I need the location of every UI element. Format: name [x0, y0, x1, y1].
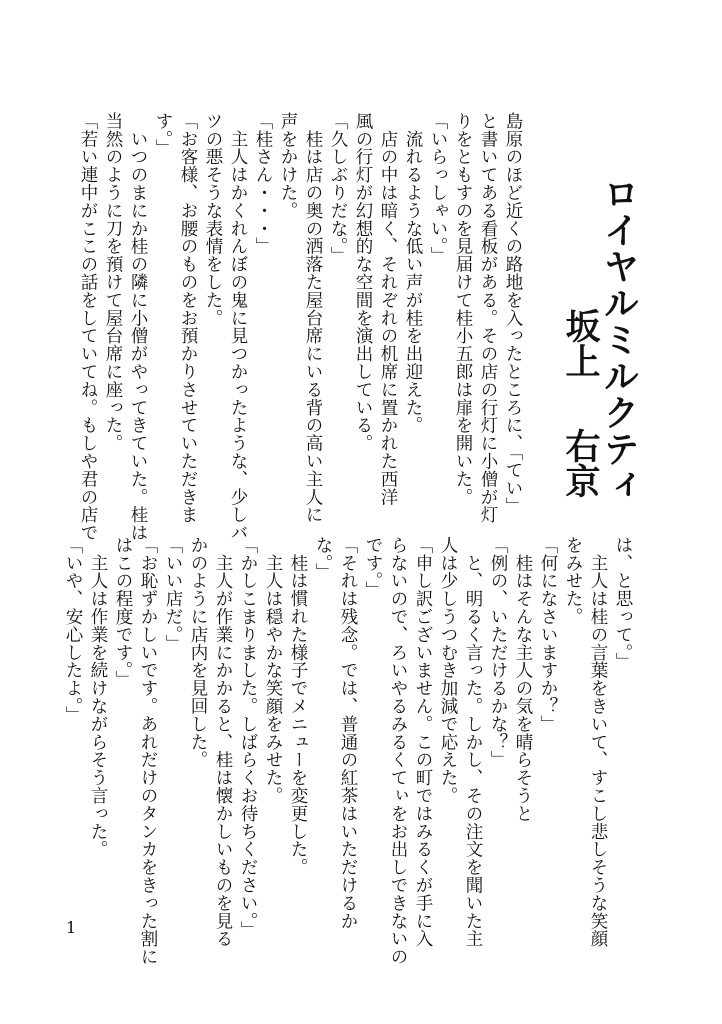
text-line: 「久しぶりだな。」 — [328, 112, 348, 265]
story-title: ロイヤルミルクティ — [598, 175, 639, 504]
author-name — [560, 308, 600, 498]
text-line: 風の行灯が幻想的な空間を演出している。 — [353, 112, 373, 453]
text-line: です。」 — [363, 536, 383, 599]
text-line: はこの程度です。」 — [113, 536, 133, 689]
text-line: 「それは残念。では、普通の紅茶はいただけるか — [338, 536, 358, 930]
text-line: は、と思って。」 — [613, 536, 633, 671]
text-line: 桂はそんな主人の気を晴らそうと — [513, 536, 533, 823]
author-surname: 坂上 — [560, 308, 600, 378]
text-line: 「いや、安心したよ。」 — [63, 536, 83, 725]
text-line: 桂は慣れた様子でメニューを変更した。 — [288, 536, 308, 877]
text-line: りをともすのを見届けて桂小五郎は扉を開いた。 — [453, 112, 473, 506]
text-line: 「かしこまりました。しばらくお待ちください。」 — [238, 536, 258, 939]
text-line: 「いい店だ。」 — [163, 536, 183, 653]
text-line: 人は少しうつむき加減で応えた。 — [438, 536, 458, 805]
text-line: をみせた。 — [563, 536, 583, 626]
text-line: 主人は穏やかな笑顔をみせた。 — [263, 536, 283, 805]
text-line: 「何になさいますか？」 — [538, 536, 558, 733]
text-line: と書いてある看板がある。その店の行灯に小僧が灯 — [478, 112, 498, 524]
page-number: 1 — [66, 918, 77, 937]
text-line: 当然のように刀を預けて屋台席に座った。 — [103, 112, 123, 453]
text-block-upper — [78, 112, 525, 542]
text-line: 主人は桂の言葉をきいて、すこし悲しそうな笑顔 — [588, 536, 608, 948]
text-block-lower — [63, 536, 635, 966]
text-line: 「お客様、お腰のものをお預かりさせていただきま — [178, 112, 198, 524]
text-line: 声をかけた。 — [278, 112, 298, 220]
text-line: 「お恥ずかしいです。あれだけのタンカをきった割に — [138, 536, 158, 966]
text-line: 主人はかくれんぼの鬼に見つかったような、少しバ — [228, 112, 248, 542]
text-line: と、明るく言った。しかし、その注文を聞いた主 — [463, 536, 483, 948]
text-line: かのように店内を見回した。 — [188, 536, 208, 769]
text-line: ツの悪そうな表情をした。 — [203, 112, 223, 327]
author-given-name: 右京 — [560, 428, 600, 498]
text-line: 主人が作業にかかると、桂は懐かしいものを見る — [213, 536, 233, 948]
text-line: 「申し訳ございません。この町ではみるくが手に入 — [413, 536, 433, 948]
text-line: 主人は作業を続けながらそう言った。 — [88, 536, 108, 859]
text-line: らないので、ろいやるみるくてぃをお出しできないの — [388, 536, 408, 966]
text-line: 「いらっしゃい。」 — [428, 112, 448, 265]
text-line: 「桂さん・・・」 — [253, 112, 273, 256]
text-line: 「若い連中がここの話をしていてね。もしや君の店で — [78, 112, 98, 542]
text-line: 桂は店の奥の洒落た屋台席にいる背の高い主人に — [303, 112, 323, 524]
text-line: 島原のほど近くの路地を入ったところに、「てい」 — [503, 112, 523, 515]
text-line: 流れるような低い声が桂を出迎えた。 — [403, 112, 423, 435]
text-line: す。」 — [153, 112, 173, 157]
text-line: 「例の、いただけるかな？」 — [488, 536, 508, 769]
text-line: な。」 — [313, 536, 333, 581]
text-line: 店の中は暗く、それぞれの机席に置かれた西洋 — [378, 112, 398, 506]
text-line: いつのまにか桂の隣に小僧がやってきていた。桂は — [128, 112, 148, 542]
